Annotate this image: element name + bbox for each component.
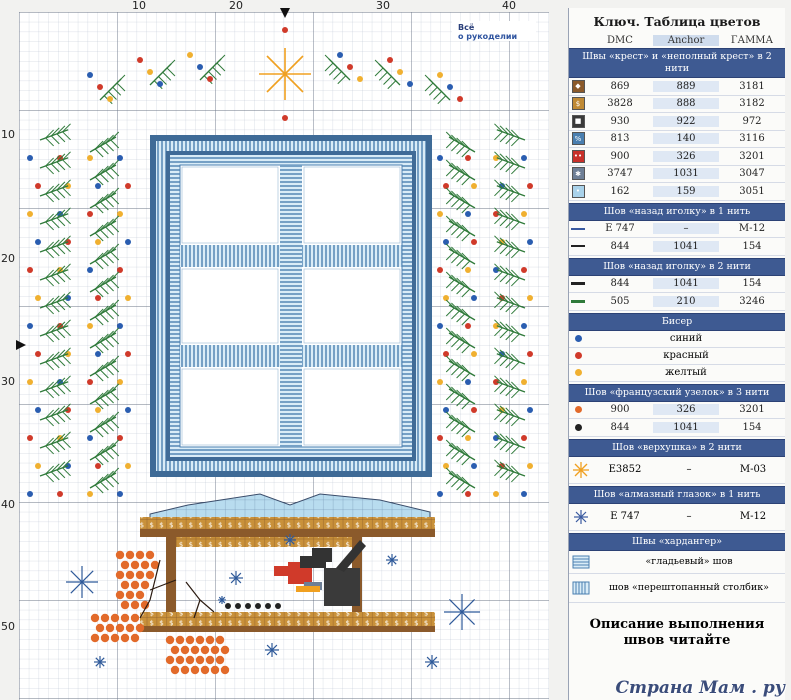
key-dmc: 3828: [607, 98, 633, 110]
section-star-title: Шов «верхушка» в 2 нити: [569, 439, 785, 457]
axis-top-40: 40: [502, 0, 516, 12]
key-gamma: 3181: [739, 80, 765, 92]
key-row-swatch-red: [569, 148, 785, 166]
axis-left-20: 20: [1, 252, 15, 265]
key-gamma: 3116: [739, 133, 765, 145]
line-green-icon: [571, 300, 585, 303]
bead-dot-icon: [575, 352, 582, 359]
woven-bar-label: шов «перештопанный столбик»: [609, 582, 769, 593]
french-anchor: 1041: [653, 422, 719, 433]
bead-label: красный: [663, 350, 709, 361]
line-black-icon: [571, 245, 585, 247]
french-dmc: 844: [610, 421, 630, 433]
star-dmc: E3852: [608, 464, 642, 475]
axis-top-20: 20: [229, 0, 243, 12]
section-eyelet-title: Шов «алмазный глазок» в 1 нить: [569, 486, 785, 504]
french-gamma: 154: [742, 421, 762, 433]
bead-row: [569, 331, 785, 348]
axis-left-30: 30: [1, 375, 15, 388]
line-navy-icon: [571, 228, 585, 230]
axis-left-40: 40: [1, 498, 15, 511]
description-line-2: швов читайте: [623, 632, 731, 648]
satin-stitch-label: «гладьевый» шов: [645, 556, 733, 567]
key-gamma: 3201: [739, 150, 765, 162]
key-column-headers: [569, 35, 785, 46]
key-title: Ключ. Таблица цветов: [593, 14, 761, 29]
key-anchor: 1041: [653, 241, 719, 252]
swatch-red-icon: ••: [572, 150, 585, 163]
key-dmc: 930: [610, 115, 630, 127]
hardanger-woven-row: [569, 574, 785, 603]
woven-bar-icon: [572, 581, 590, 595]
eyelet-stitch-icon: [572, 508, 590, 526]
french-knot-icon: [575, 406, 582, 413]
key-gamma: 154: [742, 240, 762, 252]
key-gamma: M-12: [738, 223, 766, 235]
key-dmc: 900: [610, 150, 630, 162]
key-anchor: 1031: [653, 168, 719, 179]
bead-row: [569, 365, 785, 382]
french-gamma: 3201: [739, 404, 765, 416]
key-dmc: 813: [610, 133, 630, 145]
key-gamma: 154: [742, 278, 762, 290]
key-anchor: 1041: [653, 278, 719, 289]
axis-left-50: 50: [1, 620, 15, 633]
key-gamma: 3182: [739, 98, 765, 110]
key-gamma: 3051: [739, 185, 765, 197]
key-anchor: 140: [653, 133, 719, 144]
section-backstitch1-title: Шов «назад иголку» в 1 нить: [569, 203, 785, 221]
swatch-brown-icon: ◆: [572, 80, 585, 93]
eyelet-gamma: M-12: [739, 511, 767, 522]
satin-stitch-icon: [572, 555, 590, 569]
swatch-black-icon: ■: [572, 115, 585, 128]
section-beads-title: Бисер: [569, 313, 785, 331]
key-row-line-green: [569, 293, 785, 311]
site-watermark: Страна Мам . ру: [615, 678, 785, 698]
swatch-ochre-icon: $: [572, 97, 585, 110]
col-dmc: DMC: [607, 35, 633, 46]
col-gamma: ГАММА: [730, 35, 774, 46]
key-row-swatch-blue: [569, 131, 785, 149]
key-dmc: E 747: [605, 223, 635, 235]
col-anchor: Anchor: [653, 35, 719, 46]
key-dmc: 844: [610, 278, 630, 290]
key-dmc: 844: [610, 240, 630, 252]
key-gamma: 3047: [739, 168, 765, 180]
star-row: [569, 457, 785, 484]
section-hardanger-title: Швы «хардангер»: [569, 533, 785, 551]
key-dmc: 3747: [607, 168, 633, 180]
hardanger-satin-row: [569, 551, 785, 574]
svg-text:о рукоделии: о рукоделии: [458, 32, 518, 41]
key-row-swatch-grey-blue: [569, 166, 785, 184]
axis-left-10: 10: [1, 128, 15, 141]
swatch-grey-blue-icon: ✱: [572, 167, 585, 180]
section-backstitch2-title: Шов «назад иголку» в 2 нити: [569, 258, 785, 276]
french-dmc: 900: [610, 404, 630, 416]
bead-dot-icon: [575, 335, 582, 342]
key-anchor: 922: [653, 116, 719, 127]
star-stitch-icon: [572, 461, 590, 479]
bead-row: [569, 348, 785, 365]
key-dmc: 162: [610, 185, 630, 197]
star-anchor: –: [686, 464, 692, 475]
axis-top-30: 30: [376, 0, 390, 12]
bead-label: синий: [669, 333, 703, 344]
section-french-title: Шов «французский узелок» в 3 нити: [569, 384, 785, 402]
magazine-logo: [452, 21, 536, 41]
eyelet-dmc: E 747: [610, 511, 640, 522]
key-row-line-black-thick: [569, 276, 785, 294]
key-row-line-navy: [569, 221, 785, 239]
color-key-panel: [568, 8, 785, 700]
key-row-swatch-ochre: [569, 96, 785, 114]
svg-text:Всё: Всё: [458, 23, 475, 32]
description-line-1: Описание выполнения: [589, 616, 765, 632]
key-gamma: 972: [742, 115, 762, 127]
section-cross-title: Швы «крест» и «неполный крест» в 2 нити: [569, 48, 785, 78]
description-note: [569, 617, 785, 649]
key-anchor: 889: [653, 81, 719, 92]
french-anchor: 326: [653, 404, 719, 415]
swatch-light-blue-icon: •: [572, 185, 585, 198]
line-black-thick-icon: [571, 282, 585, 285]
key-dmc: 869: [610, 80, 630, 92]
key-anchor: 326: [653, 151, 719, 162]
key-row-swatch-brown: [569, 78, 785, 96]
key-anchor: 159: [653, 186, 719, 197]
eyelet-anchor: –: [686, 511, 692, 522]
french-knot-row: [569, 419, 785, 437]
eyelet-row: [569, 504, 785, 531]
key-anchor: 210: [653, 296, 719, 307]
bead-dot-icon: [575, 369, 582, 376]
french-knot-row: [569, 402, 785, 420]
key-gamma: 3246: [739, 295, 765, 307]
key-row-swatch-light-blue: [569, 183, 785, 201]
bead-label: желтый: [665, 367, 707, 378]
key-row-line-black: [569, 238, 785, 256]
star-gamma: M-03: [739, 464, 767, 475]
axis-top-10: 10: [132, 0, 146, 12]
swatch-blue-icon: %: [572, 132, 585, 145]
key-row-swatch-black: [569, 113, 785, 131]
key-dmc: 505: [610, 295, 630, 307]
key-anchor: –: [653, 223, 719, 234]
french-knot-icon: [575, 424, 582, 431]
key-anchor: 888: [653, 98, 719, 109]
window-frame: [150, 135, 432, 477]
